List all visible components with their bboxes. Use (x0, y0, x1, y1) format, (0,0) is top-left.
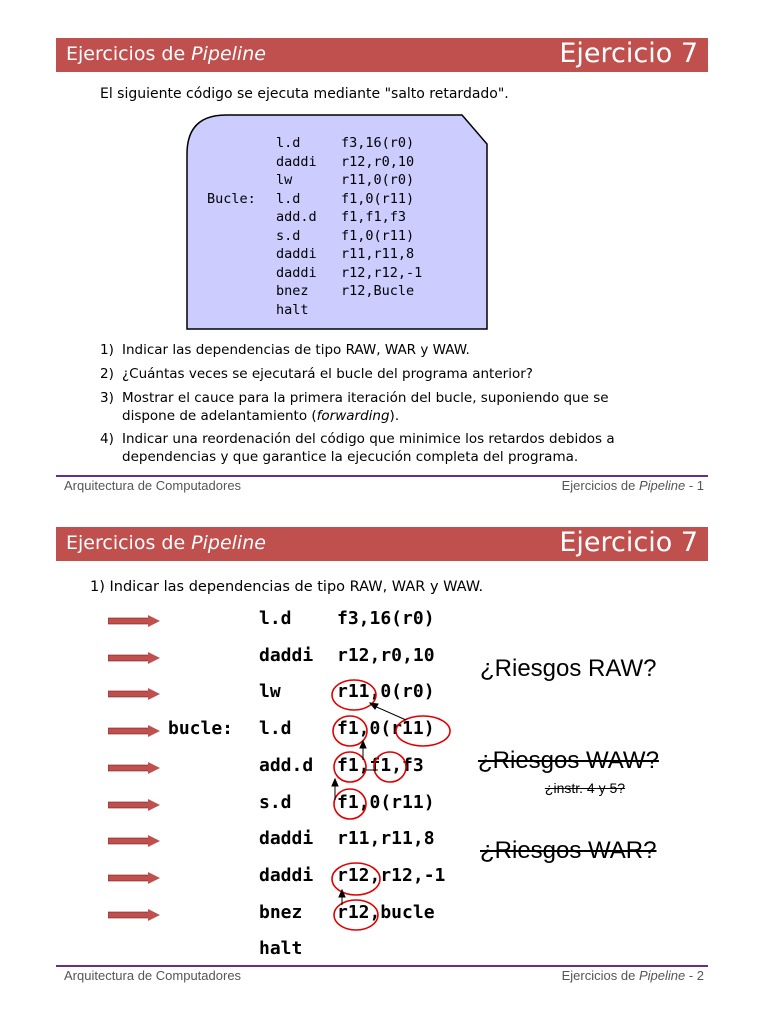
circle-ld-f1 (333, 716, 367, 746)
slide2-header-title: Ejercicios de Pipeline (66, 532, 266, 554)
slide2-footer-course: Arquitectura de Computadores (64, 968, 242, 983)
question-number: 2) (100, 366, 114, 382)
asm-line-2-args: r12,r0,10 (337, 644, 435, 666)
asm-line-7-op: daddi (259, 828, 314, 850)
slide1-footer-page: Ejercicios de Pipeline - 1 (561, 478, 704, 493)
code-line-3-args: r11,0(r0) (341, 172, 415, 188)
circle-ld-r11 (396, 716, 450, 746)
dep-arrow-r11 (372, 705, 406, 720)
code-line-1-args: f3,16(r0) (341, 135, 415, 151)
asm-line-8-args: r12,r12,-1 (337, 864, 446, 886)
question-number: 4) (100, 431, 114, 447)
slide2-header-exercise: Ejercicio 7 (559, 527, 698, 558)
raw-hazards-label: ¿Riesgos RAW? (480, 655, 657, 682)
asm-line-3-args: r11,0(r0) (337, 681, 435, 703)
asm-line-4-args: f1,0(r11) (337, 718, 435, 740)
code-line-3-op: lw (276, 172, 293, 188)
asm-line-2-op: daddi (259, 644, 314, 666)
code-line-2-op: daddi (276, 153, 317, 170)
code-line-6-args: f1,0(r11) (341, 227, 415, 244)
code-line-5-op: add.d (276, 209, 317, 225)
circle-addd-f1a (334, 752, 366, 782)
asm-line-6-args: f1,0(r11) (337, 791, 435, 813)
question-text: Indicar una reordenación del código que minimice los retardos debidos a dependencias y que garantice la ejecución completa del programa. (122, 431, 615, 465)
slide2-footer (64, 968, 704, 983)
asm-line-3-op: lw (259, 681, 281, 703)
circle-daddi-r12 (332, 863, 380, 895)
asm-line-5-args: f1,f1,f3 (337, 754, 424, 776)
code-line-10-op: halt (276, 301, 309, 318)
code-line-4-args: f1,0(r11) (341, 190, 415, 207)
waw-hazards-label: ¿Riesgos WAW? (478, 747, 659, 774)
code-line-2-args: r12,r0,10 (341, 153, 415, 170)
circle-bnez-r12 (334, 900, 378, 930)
asm-line-1-op: l.d (259, 608, 292, 629)
asm-line-7-args: r11,r11,8 (337, 828, 435, 850)
slide2-footer-page: Ejercicios de Pipeline - 2 (561, 968, 704, 983)
slide2-question: 1) Indicar las dependencias de tipo RAW, WAR y WAW. (90, 579, 484, 595)
code-line-4-label: Bucle: (207, 190, 256, 207)
question-number: 1) (100, 342, 114, 358)
question-text: Indicar las dependencias de tipo RAW, WAR y WAW. (122, 342, 470, 358)
asm-line-10-op: halt (259, 938, 303, 960)
code-line-8-args: r12,r12,-1 (341, 264, 423, 281)
code-line-9-op: bnez (276, 283, 309, 299)
asm-line-9-args: r12,bucle (337, 901, 435, 923)
slide1-header-exercise: Ejercicio 7 (559, 38, 698, 69)
code-line-1-op: l.d (276, 135, 301, 151)
asm-line-4-op: l.d (259, 718, 292, 740)
circle-lw-r11 (332, 680, 376, 710)
question-text: Mostrar el cauce para la primera iteración del bucle, suponiendo que se dispone de adelantamiento (forwarding). (122, 390, 609, 424)
code-line-8-op: daddi (276, 264, 317, 281)
code-line-7-args: r11,r11,8 (341, 246, 415, 262)
asm-line-5-op: add.d (259, 754, 314, 776)
code-line-6-op: s.d (276, 227, 301, 244)
code-line-5-args: f1,f1,f3 (341, 209, 407, 225)
asm-line-9-op: bnez (259, 901, 303, 923)
code-line-9-args: r12,Bucle (341, 283, 415, 299)
code-line-7-op: daddi (276, 246, 317, 262)
slide1-header-title: Ejercicios de Pipeline (66, 43, 266, 65)
circle-addd-f1b (374, 752, 406, 782)
asm-line-8-op: daddi (259, 864, 314, 886)
question-text: ¿Cuántas veces se ejecutará el bucle del programa anterior? (122, 366, 533, 382)
slide2-footer-rule (56, 965, 708, 967)
slide1-footer-course: Arquitectura de Computadores (64, 478, 242, 493)
asm-line-4-label: bucle: (168, 718, 234, 740)
slide1-intro: El siguiente código se ejecuta mediante "salto retardado". (100, 86, 509, 102)
circle-sd-f1 (334, 789, 366, 819)
asm-line-1-args: f3,16(r0) (337, 608, 435, 629)
asm-line-6-op: s.d (259, 791, 292, 813)
question-number: 3) (100, 390, 114, 406)
waw-note: ¿instr. 4 y 5? (544, 780, 626, 796)
war-hazards-label: ¿Riesgos WAR? (480, 837, 657, 864)
code-line-4-op: l.d (276, 190, 301, 207)
